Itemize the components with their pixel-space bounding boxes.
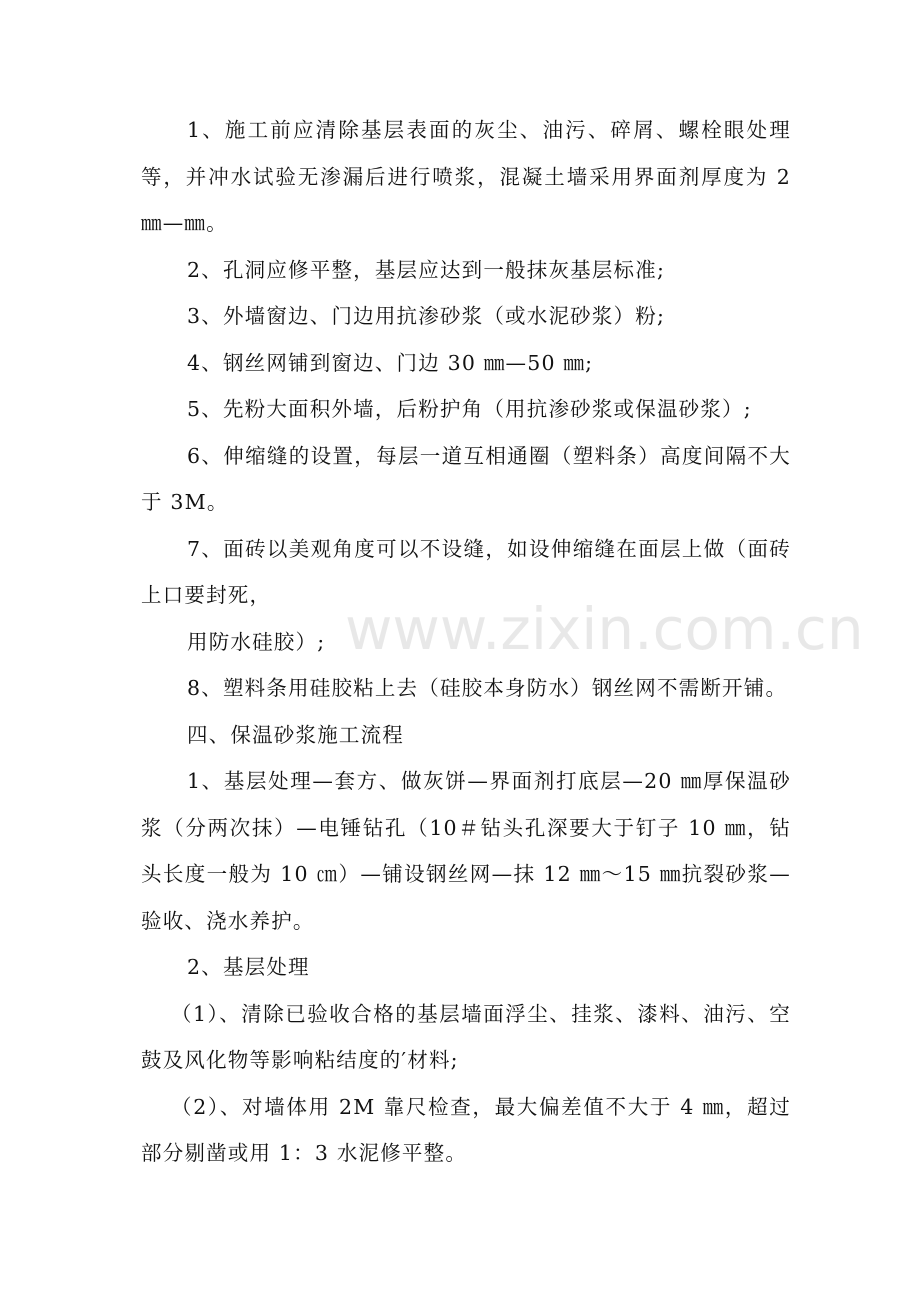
paragraph-7: 7、面砖以美观角度可以不设缝，如设伸缩缝在面层上做（面砖上口要封死， (141, 536, 791, 607)
paragraph-substep-1: （1）、清除已验收合格的基层墙面浮尘、挂浆、漆料、油污、空鼓及风化物等影响粘结度的′材料; (141, 1001, 791, 1072)
section-heading: 四、保温砂浆施工流程 (187, 722, 404, 747)
watermark: www.zixin.com.cn (345, 595, 864, 663)
paragraph-1: 1、施工前应清除基层表面的灰尘、油污、碎屑、螺栓眼处理等，并冲水试验无渗漏后进行喷浆，混凝土墙采用界面剂厚度为 2 ㎜—㎜。 (141, 118, 791, 235)
paragraph-substep-2: （2）、对墙体用 2M 靠尺检查，最大偏差值不大于 4 ㎜，超过部分剔凿或用 1：3 水泥修平整。 (141, 1094, 791, 1165)
paragraph-8: 8、塑料条用硅胶粘上去（硅胶本身防水）钢丝网不需断开铺。 (187, 676, 788, 700)
paragraph-6: 6、伸缩缝的设置，每层一道互相通圈（塑料条）高度间隔不大于 3M。 (141, 443, 791, 514)
paragraph-process-1: 1、基层处理—套方、做灰饼—界面剂打底层—20 ㎜厚保温砂浆（分两次抹）—电锤钻孔（10＃钻头孔深要大于钉子 10 ㎜，钻头长度一般为 10 ㎝）—铺设钢丝网—抹 12 ㎜～15 ㎜抗裂砂浆—验收、浇水养护。 (141, 769, 791, 933)
document-body (141, 107, 791, 1177)
paragraph-5: 5、先粉大面积外墙，后粉护角（用抗渗砂浆或保温砂浆）; (187, 397, 752, 421)
paragraph-2: 2、孔洞应修平整，基层应达到一般抹灰基层标准; (187, 257, 666, 282)
paragraph-process-2-heading: 2、基层处理 (187, 955, 310, 979)
paragraph-3: 3、外墙窗边、门边用抗渗砂浆（或水泥砂浆）粉; (187, 304, 666, 328)
paragraph-7-continued: 用防水硅胶）; (187, 629, 326, 654)
paragraph-4: 4、钢丝网铺到窗边、门边 30 ㎜—50 ㎜; (187, 350, 594, 375)
